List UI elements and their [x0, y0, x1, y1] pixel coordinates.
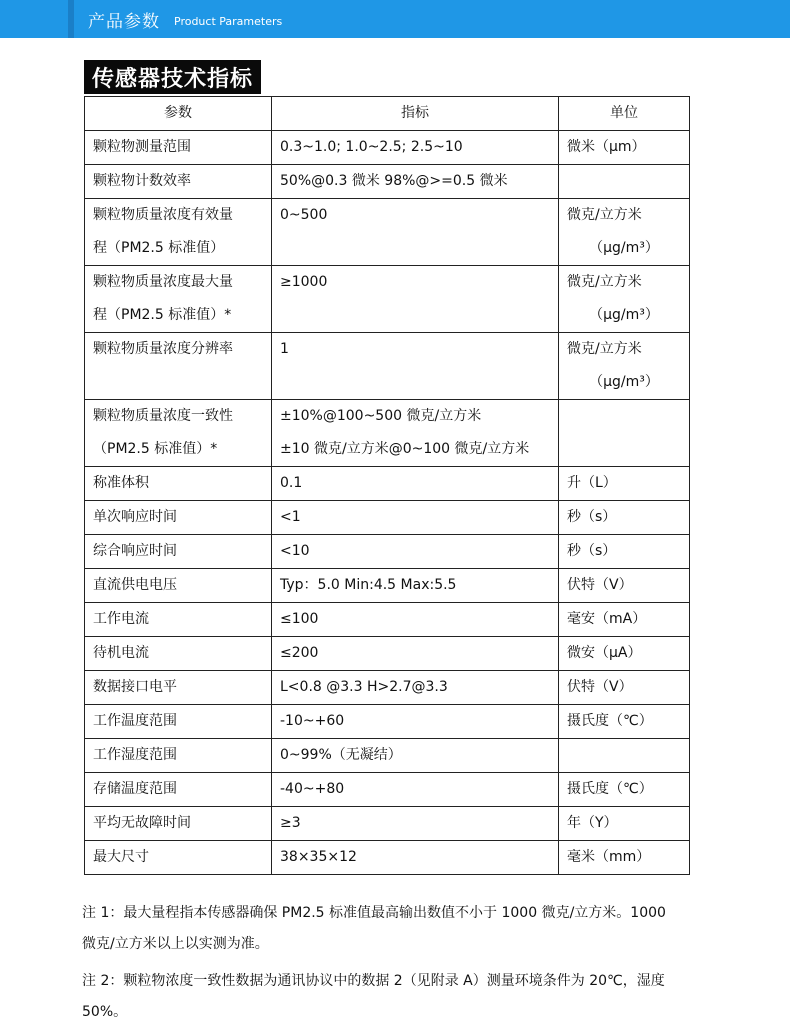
cell-unit — [559, 266, 690, 333]
cell-param — [85, 333, 272, 400]
header-unit: 单位 — [559, 97, 690, 131]
value-line: ±10 微克/立方米@0~100 微克/立方米 — [280, 441, 530, 457]
cell-value — [272, 266, 559, 333]
cell-value — [272, 637, 559, 671]
table-row — [85, 671, 690, 705]
cell-value — [272, 467, 559, 501]
value-line: <10 — [280, 543, 310, 559]
cell-unit — [559, 131, 690, 165]
unit-line: 伏特（V） — [567, 577, 633, 593]
param-line: 程（PM2.5 标准值） — [93, 240, 225, 256]
unit-line: 秒（s） — [567, 509, 617, 525]
unit-line: 微克/立方米 — [567, 341, 642, 357]
cell-unit — [559, 501, 690, 535]
cell-param — [85, 569, 272, 603]
header-value: 指标 — [272, 97, 559, 131]
cell-param — [85, 841, 272, 875]
cell-value — [272, 400, 559, 467]
cell-value — [272, 705, 559, 739]
cell-unit — [559, 841, 690, 875]
param-line: 工作湿度范围 — [93, 747, 177, 763]
header-param: 参数 — [85, 97, 272, 131]
cell-value — [272, 671, 559, 705]
cell-unit — [559, 603, 690, 637]
page-header — [0, 0, 790, 38]
unit-line: 伏特（V） — [567, 679, 633, 695]
value-line: ±10%@100~500 微克/立方米 — [280, 408, 482, 424]
table-header-row — [85, 97, 690, 131]
value-line: <1 — [280, 509, 301, 525]
table-row — [85, 131, 690, 165]
unit-line: （μg/m³） — [589, 307, 659, 323]
table-row — [85, 467, 690, 501]
unit-line: 微克/立方米 — [567, 207, 642, 223]
param-line: 存储温度范围 — [93, 781, 177, 797]
cell-unit — [559, 333, 690, 400]
cell-param — [85, 671, 272, 705]
cell-param — [85, 266, 272, 333]
table-row — [85, 266, 690, 333]
unit-line — [567, 739, 681, 772]
param-line: 颗粒物质量浓度有效量 — [93, 207, 233, 223]
value-line: 50%@0.3 微米 98%@>=0.5 微米 — [280, 173, 508, 189]
table-row — [85, 400, 690, 467]
unit-line — [567, 400, 681, 433]
cell-value — [272, 807, 559, 841]
cell-value — [272, 739, 559, 773]
table-row — [85, 333, 690, 400]
cell-param — [85, 165, 272, 199]
unit-line — [567, 165, 681, 198]
param-line: 程（PM2.5 标准值）* — [93, 307, 232, 323]
param-line: 颗粒物质量浓度分辨率 — [93, 341, 233, 357]
unit-line: （μg/m³） — [589, 374, 659, 390]
value-line: 0.3~1.0; 1.0~2.5; 2.5~10 — [280, 139, 463, 155]
cell-value — [272, 333, 559, 400]
cell-param — [85, 603, 272, 637]
section-title: 传感器技术指标 — [84, 60, 261, 94]
param-line: 工作电流 — [93, 611, 149, 627]
table-row — [85, 603, 690, 637]
unit-line: 毫米（mm） — [567, 849, 651, 865]
unit-line: 升（L） — [567, 475, 617, 491]
cell-unit — [559, 773, 690, 807]
cell-unit — [559, 671, 690, 705]
table-row — [85, 739, 690, 773]
unit-line: 摄氏度（℃） — [567, 713, 653, 729]
value-line: ≤100 — [280, 611, 319, 627]
cell-value — [272, 501, 559, 535]
table-row — [85, 637, 690, 671]
param-line: 称准体积 — [93, 475, 149, 491]
cell-unit — [559, 165, 690, 199]
value-line: 0~99%（无凝结） — [280, 747, 402, 763]
param-line: 颗粒物测量范围 — [93, 139, 191, 155]
table-row — [85, 807, 690, 841]
param-line: 工作温度范围 — [93, 713, 177, 729]
cell-param — [85, 807, 272, 841]
param-line — [93, 366, 263, 399]
param-line: 颗粒物质量浓度一致性 — [93, 408, 233, 424]
param-line: 颗粒物质量浓度最大量 — [93, 274, 233, 290]
table-row — [85, 501, 690, 535]
cell-value — [272, 165, 559, 199]
cell-unit — [559, 637, 690, 671]
unit-line: 微米（μm） — [567, 139, 646, 155]
value-line: 0~500 — [280, 207, 328, 223]
cell-unit — [559, 467, 690, 501]
table-row — [85, 199, 690, 266]
cell-param — [85, 637, 272, 671]
cell-param — [85, 501, 272, 535]
cell-param — [85, 535, 272, 569]
value-line: 1 — [280, 341, 289, 357]
value-line: Typ：5.0 Min:4.5 Max:5.5 — [280, 577, 457, 593]
cell-param — [85, 199, 272, 266]
cell-value — [272, 535, 559, 569]
cell-value — [272, 841, 559, 875]
param-line: 平均无故障时间 — [93, 815, 191, 831]
cell-param — [85, 705, 272, 739]
cell-param — [85, 467, 272, 501]
cell-unit — [559, 400, 690, 467]
cell-value — [272, 199, 559, 266]
param-line: 最大尺寸 — [93, 849, 149, 865]
header-accent-bar — [68, 0, 74, 38]
cell-unit — [559, 569, 690, 603]
table-row — [85, 535, 690, 569]
param-line: 待机电流 — [93, 645, 149, 661]
unit-line: （μg/m³） — [589, 240, 659, 256]
value-line: 0.1 — [280, 475, 303, 491]
unit-line: 毫安（mA） — [567, 611, 647, 627]
cell-unit — [559, 739, 690, 773]
cell-param — [85, 773, 272, 807]
param-line: 单次响应时间 — [93, 509, 177, 525]
value-line: ≥1000 — [280, 274, 328, 290]
param-line: 综合响应时间 — [93, 543, 177, 559]
value-line: ≥3 — [280, 815, 301, 831]
value-line: -40~+80 — [280, 781, 345, 797]
cell-value — [272, 131, 559, 165]
param-line: （PM2.5 标准值）* — [93, 441, 218, 457]
table-row — [85, 841, 690, 875]
note-2: 注 2：颗粒物浓度一致性数据为通讯协议中的数据 2（见附录 A）测量环境条件为 20℃，湿度 50%。 — [82, 973, 665, 1020]
param-line: 直流供电电压 — [93, 577, 177, 593]
cell-param — [85, 400, 272, 467]
cell-unit — [559, 535, 690, 569]
unit-line: 年（Y） — [567, 815, 618, 831]
unit-line: 摄氏度（℃） — [567, 781, 653, 797]
value-line: L<0.8 @3.3 H>2.7@3.3 — [280, 679, 448, 695]
cell-unit — [559, 705, 690, 739]
cell-value — [272, 603, 559, 637]
unit-line: 微安（μA） — [567, 645, 642, 661]
cell-unit — [559, 807, 690, 841]
unit-line: 微克/立方米 — [567, 274, 642, 290]
table-row — [85, 165, 690, 199]
table-row — [85, 705, 690, 739]
cell-value — [272, 773, 559, 807]
param-line: 数据接口电平 — [93, 679, 177, 695]
value-line: ≤200 — [280, 645, 319, 661]
cell-value — [272, 569, 559, 603]
note-1: 注 1：最大量程指本传感器确保 PM2.5 标准值最高输出数值不小于 1000 微克/立方米。1000 微克/立方米以上以实测为准。 — [82, 905, 666, 952]
value-line: 38×35×12 — [280, 849, 357, 865]
header-title-en: Product Parameters — [174, 14, 283, 28]
table-row — [85, 569, 690, 603]
cell-unit — [559, 199, 690, 266]
value-line: -10~+60 — [280, 713, 345, 729]
param-line: 颗粒物计数效率 — [93, 173, 191, 189]
header-title-cn: 产品参数 — [88, 11, 160, 32]
unit-line: 秒（s） — [567, 543, 617, 559]
cell-param — [85, 131, 272, 165]
notes — [82, 898, 682, 1034]
table-body — [85, 131, 690, 875]
spec-table — [84, 96, 690, 875]
cell-param — [85, 739, 272, 773]
table-row — [85, 773, 690, 807]
